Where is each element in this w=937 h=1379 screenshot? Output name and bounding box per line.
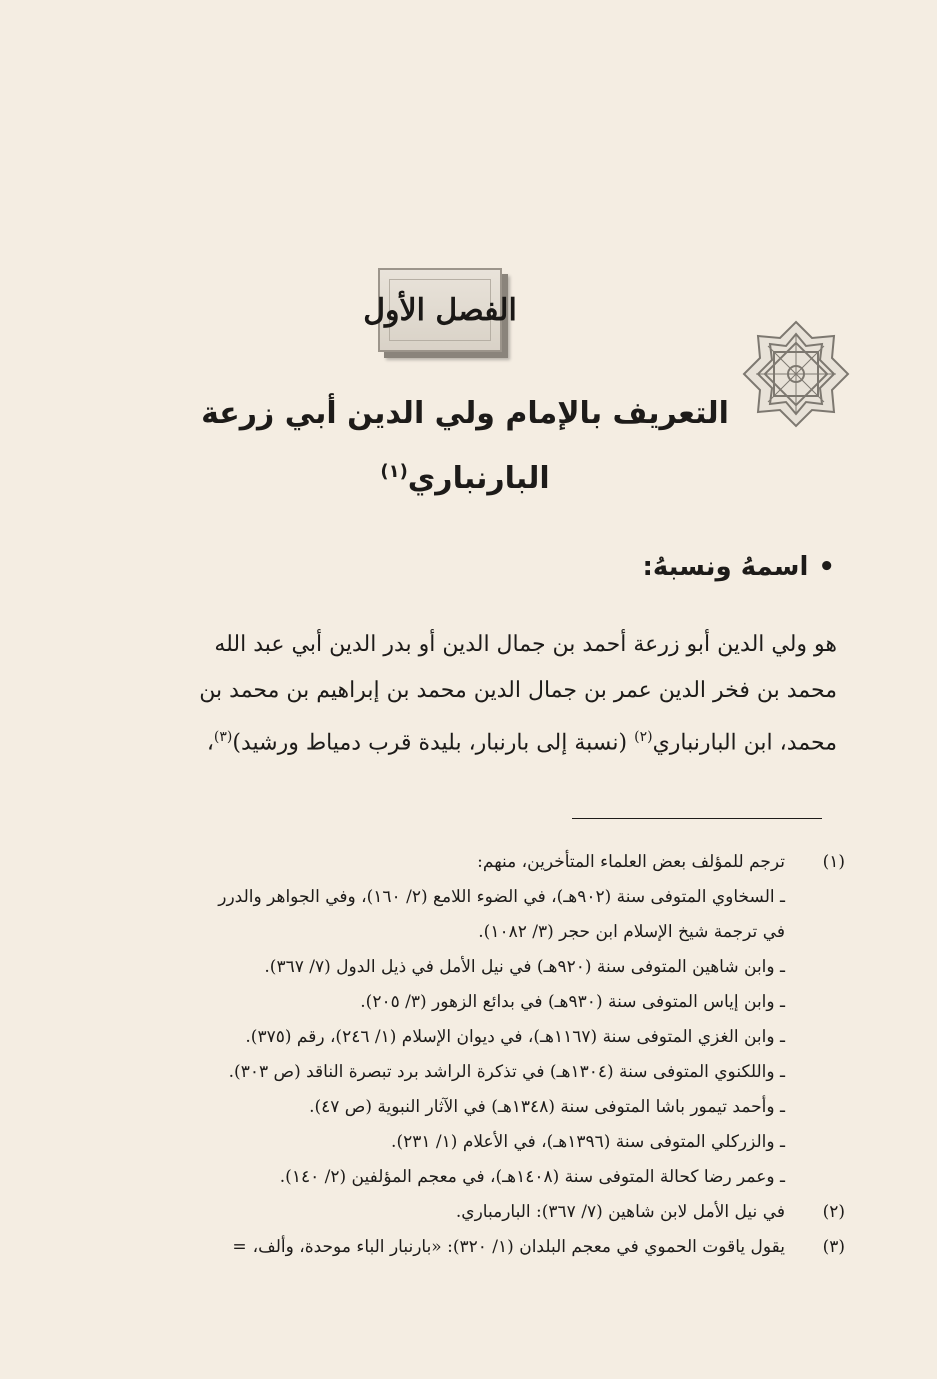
footnote-number: (١) xyxy=(822,852,845,872)
body-paragraph xyxy=(117,622,837,766)
footnote-list-item: ـ وعمر رضا كحالة المتوفى سنة (١٤٠٨هـ)، في معجم المؤلفين (٢/ ١٤٠). xyxy=(279,1167,785,1187)
title-line-1: التعريف بالإمام ولي الدين أبي زرعة xyxy=(201,396,729,431)
footnote-text: في نيل الأمل لابن شاهين (٧/ ٣٦٧): البارمباري. xyxy=(455,1202,785,1222)
footnote-reference-3[interactable]: (٣) xyxy=(213,729,233,745)
chapter-title: الفصل الأول xyxy=(363,292,517,328)
footnote-divider xyxy=(572,818,822,819)
title-line-2: البارنباري xyxy=(407,461,550,496)
body-line-3: محمد، ابن البارنباري$^{(٢)}$ (نسبة إلى بارنبار، بليدة قرب دمياط ورشيد)$^{(٣)}$، xyxy=(206,729,837,756)
footnote-reference-2[interactable]: (٢) xyxy=(634,729,653,745)
footnote-list-item: ـ السخاوي المتوفى سنة (٩٠٢هـ)، في الضوء اللامع (٢/ ١٦٠)، وفي الجواهر والدرر xyxy=(218,887,785,907)
footnotes xyxy=(105,845,845,1265)
continued-mark: = xyxy=(232,1237,247,1257)
bullet-icon: • xyxy=(818,552,835,582)
body-line-2: محمد بن فخر الدين عمر بن جمال الدين محمد بن إبراهيم بن محمد بن xyxy=(199,678,837,703)
footnote-1 xyxy=(105,845,845,1195)
footnote-number: (٣) xyxy=(822,1237,845,1257)
section-heading-text: اسمهُ ونسبهُ: xyxy=(642,552,809,582)
biography-title xyxy=(115,385,815,508)
footnote-list-item: ـ وابن الغزي المتوفى سنة (١١٦٧هـ)، في ديوان الإسلام (١/ ٢٤٦)، رقم (٣٧٥). xyxy=(245,1027,785,1047)
footnote-2 xyxy=(105,1195,845,1230)
footnote-list-item: ـ وأحمد تيمور باشا المتوفى سنة (١٣٤٨هـ) في الآثار النبوية (ص ٤٧). xyxy=(309,1097,785,1117)
footnote-reference-1[interactable]: (١) xyxy=(380,461,408,482)
footnote-list-item: في ترجمة شيخ الإسلام ابن حجر (٣/ ١٠٨٢). xyxy=(478,922,785,942)
body-line-1: هو ولي الدين أبو زرعة أحمد بن جمال الدين أو بدر الدين أبي عبد الله xyxy=(214,632,837,657)
section-heading-name-lineage xyxy=(642,552,835,582)
chapter-banner xyxy=(363,268,517,352)
footnote-text: ترجم للمؤلف بعض العلماء المتأخرين، منهم: xyxy=(477,852,785,872)
footnote-list-item: ـ وابن شاهين المتوفى سنة (٩٢٠هـ) في نيل الأمل في ذيل الدول (٧/ ٣٦٧). xyxy=(264,957,785,977)
footnote-3 xyxy=(105,1230,845,1265)
footnote-text: يقول ياقوت الحموي في معجم البلدان (١/ ٣٢٠): «بارنبار الباء موحدة، وألف، xyxy=(252,1237,785,1257)
footnote-list-item: ـ والزركلي المتوفى سنة (١٣٩٦هـ)، في الأعلام (١/ ٢٣١). xyxy=(391,1132,785,1152)
footnote-list-item: ـ واللكنوي المتوفى سنة (١٣٠٤هـ) في تذكرة الراشد برد تبصرة الناقد (ص ٣٠٣). xyxy=(228,1062,785,1082)
footnote-number: (٢) xyxy=(822,1202,845,1222)
footnote-list-item: ـ وابن إياس المتوفى سنة (٩٣٠هـ) في بدائع الزهور (٣/ ٢٠٥). xyxy=(360,992,785,1012)
